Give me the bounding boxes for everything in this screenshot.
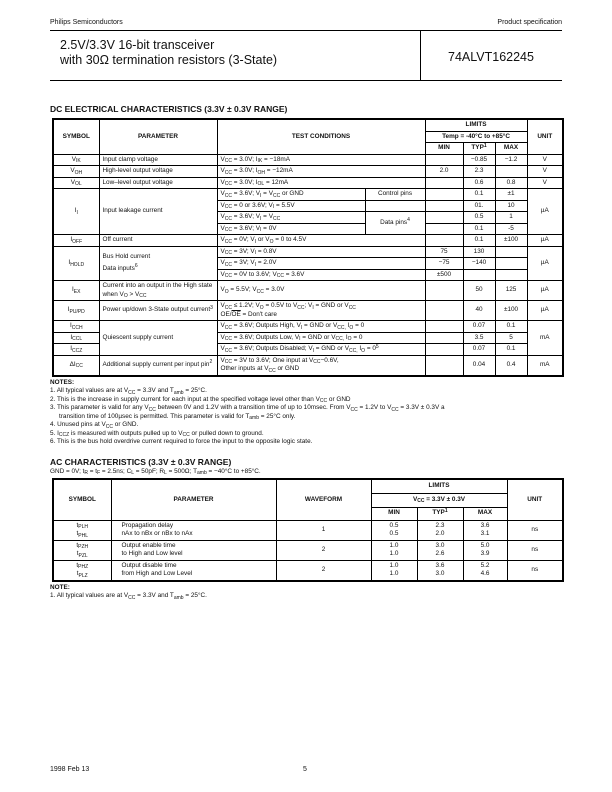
parameter-line: Data inputs$^6$ — [102, 263, 138, 272]
company-name: Philips Semiconductors — [50, 19, 123, 26]
condition-line: $OE/\overline{OE} = Don't$ care — [220, 310, 277, 318]
value: 0.5 — [389, 521, 399, 529]
typ: 50 — [463, 281, 495, 301]
typ: 0.1 — [463, 189, 495, 201]
min: ±500 — [425, 269, 463, 281]
value: 3.0 — [435, 570, 445, 577]
waveform: 2 — [276, 540, 371, 560]
footer-date: 1998 Feb 13 — [50, 766, 90, 773]
note: 2. This is the increase in supply current for each input at the specified voltage level other than $V_{CC}$ or GND — [50, 395, 351, 404]
table-row — [53, 560, 563, 581]
unit: V — [527, 177, 563, 189]
table-row — [53, 281, 563, 301]
min — [425, 235, 463, 247]
min: −75 — [425, 258, 463, 270]
parameter: Input leakage current — [99, 189, 217, 235]
min — [425, 355, 463, 376]
min — [425, 177, 463, 189]
condition: $V_{CC} = 3.6V$; $V_I = V_{CC}$ or GND — [217, 189, 365, 201]
table-row — [53, 189, 563, 201]
condition-line: Other inputs at $V_{CC}$ or GND — [220, 365, 300, 374]
col-max: MAX — [463, 507, 507, 520]
typ — [417, 520, 463, 540]
parameter: Quiescent supply current — [99, 321, 217, 356]
max: −1.2 — [495, 154, 527, 166]
value: 2.0 — [435, 530, 445, 537]
parameter: Low–level output voltage — [99, 177, 217, 189]
typ — [417, 540, 463, 560]
min — [371, 540, 417, 560]
condition: $V_O = 5.5V$; $V_{CC} = 3.0V$ — [217, 281, 425, 301]
condition: $V_{CC} = 0V$ to 3.6V; $V_{CC} = 3.6V$ — [217, 269, 425, 281]
condition: $V_{CC} = 3.0V$; $I_{IK} = -18mA$ — [217, 154, 425, 166]
symbol: $V_{IK}$ — [53, 154, 99, 166]
symbol-line: $t_{PHZ}$ — [76, 561, 89, 570]
parameter-line: nAx to nBx or nBx to nAx — [121, 530, 193, 537]
typ: 0.1 — [463, 235, 495, 247]
max: 0.8 — [495, 177, 527, 189]
symbol: $V_{OL}$ — [53, 177, 99, 189]
symbol-line: $t_{PZH}$ — [76, 541, 89, 550]
title-line-1: 2.5V/3.3V 16-bit transceiver — [60, 38, 215, 52]
symbol: $I_{OFF}$ — [53, 235, 99, 247]
col-symbol: SYMBOL — [53, 119, 99, 154]
ac-notes — [50, 584, 562, 601]
parameter-line: from High and Low Level — [121, 570, 193, 577]
note: 5. $I_{CCZ}$ is measured with outputs pulled up to $V_{CC}$ or pulled down to ground. — [50, 429, 264, 438]
condition: $V_{CC} = 0$ or 3.6V; $V_I = 5.5V$ — [217, 200, 365, 212]
typ: 40 — [463, 301, 495, 321]
parameter — [99, 246, 217, 281]
parameter-line: Output enable time — [121, 541, 176, 549]
max: 0.1 — [495, 321, 527, 333]
condition: $V_{CC} = 3.6V$; $V_I = 0V$ — [217, 223, 365, 235]
max: 1 — [495, 212, 527, 224]
parameter-line: Propagation delay — [121, 521, 174, 529]
note: 3. This parameter is valid for any $V_{CC}$ between 0V and 1.2V with a transition time of up to 10msec. From $V_{CC} = 1.2V$ to $V_{CC} = 3.3V \pm 0.3V$ a — [50, 404, 445, 413]
note: 6. This is the bus hold overdrive current required to force the input to the opposite logic state. — [50, 438, 313, 445]
col-unit: UNIT — [507, 479, 563, 520]
symbol — [53, 540, 111, 560]
typ: 2.3 — [463, 166, 495, 178]
max: 5 — [495, 332, 527, 344]
typ: 0.1 — [463, 223, 495, 235]
table-row — [53, 520, 563, 540]
max: ±1 — [495, 189, 527, 201]
max: ±100 — [495, 301, 527, 321]
parameter: Power up/down 3-State output current$^3$ — [99, 301, 217, 321]
symbol-line: $t_{PZL}$ — [76, 550, 88, 559]
unit: µA — [527, 301, 563, 321]
symbol: $I_{HOLD}$ — [53, 246, 99, 281]
note: 1. All typical values are at $V_{CC} = 3.3V$ and $T_{amb} = 25^\circ C$. — [50, 592, 207, 601]
value: 5.0 — [480, 541, 490, 549]
parameter-line: Bus Hold current — [102, 253, 151, 261]
condition-line: $V_{CC} \le 1.2V$; $V_O = 0.5V$ to $V_{CC}$; $V_I$ = GND or $V_{CC}$ — [220, 302, 356, 311]
pins-label: Data pins$^4$ — [365, 212, 425, 235]
max: ±100 — [495, 235, 527, 247]
typ: −0.85 — [463, 154, 495, 166]
value: 2.3 — [435, 521, 445, 529]
ac-table — [52, 478, 564, 582]
condition-line: $V_{CC} = 3V$ to 3.6V; One input at $V_{CC}-0.6V$, — [220, 356, 339, 365]
dc-table — [52, 118, 564, 377]
table-row — [53, 355, 563, 376]
condition: $V_{CC} = 3.6V$; $V_I = V_{CC}$ — [217, 212, 365, 224]
col-temp: Temp = -40°C to +85°C — [425, 131, 527, 143]
value: 1.0 — [389, 550, 399, 557]
min — [425, 301, 463, 321]
col-max: MAX — [495, 143, 527, 155]
typ: 01. — [463, 200, 495, 212]
unit: µA — [527, 235, 563, 247]
max: 10 — [495, 200, 527, 212]
value: 3.6 — [480, 521, 490, 529]
max: 125 — [495, 281, 527, 301]
dc-section-title: DC ELECTRICAL CHARACTERISTICS (3.3V ± 0.3V RANGE) — [50, 104, 288, 114]
typ: 0.5 — [463, 212, 495, 224]
unit: ns — [507, 520, 563, 540]
condition: $V_{CC} = 3.6V$; Outputs Disabled; $V_I$ = GND or $V_{CC,}$ $I_O = 0^5$ — [217, 344, 425, 356]
unit: µA — [527, 246, 563, 281]
min — [371, 520, 417, 540]
note: 4. Unused pins at $V_{CC}$ or GND. — [50, 421, 139, 430]
note: transition time of 100µsec is permitted. This parameter is valid for $T_{amb} = 25^\circ C$ only. — [59, 412, 296, 421]
table-row — [53, 235, 563, 247]
pins-label: Control pins — [365, 189, 425, 201]
col-min: MIN — [425, 143, 463, 155]
min — [425, 281, 463, 301]
max — [463, 520, 507, 540]
symbol-line: $t_{PLH}$ — [76, 521, 88, 530]
symbol: $I_{PU/PD}$ — [53, 301, 99, 321]
notes-title: NOTE: — [50, 583, 70, 591]
condition: $V_{CC} = 3.6V$; Outputs Low, $V_I$ = GND or $V_{CC,}$ $I_O = 0$ — [217, 332, 425, 344]
typ: 130 — [463, 246, 495, 258]
table-row — [53, 246, 563, 258]
max: 0.1 — [495, 344, 527, 356]
condition: $V_{CC} = 3V$; $V_I = 0.8V$ — [217, 246, 425, 258]
col-unit: UNIT — [527, 119, 563, 154]
min — [425, 154, 463, 166]
typ: 0.6 — [463, 177, 495, 189]
value: 3.9 — [480, 550, 490, 557]
dc-notes — [50, 379, 562, 447]
symbol: $I_{CCL}$ — [53, 332, 99, 344]
condition: $V_{CC} = 3V$; $V_I = 2.0V$ — [217, 258, 425, 270]
doc-type: Product specification — [497, 19, 562, 26]
page-body — [50, 104, 562, 601]
table-row — [53, 177, 563, 189]
col-parameter: PARAMETER — [111, 479, 276, 520]
unit: µA — [527, 189, 563, 235]
value: 4.6 — [480, 570, 490, 577]
typ: 3.5 — [463, 332, 495, 344]
waveform: 1 — [276, 520, 371, 540]
title-divider — [420, 31, 421, 80]
symbol: $I_{EX}$ — [53, 281, 99, 301]
value: 3.6 — [435, 561, 445, 569]
max — [463, 540, 507, 560]
symbol: $V_{OH}$ — [53, 166, 99, 178]
symbol-line: $t_{PHL}$ — [76, 530, 88, 539]
typ: −140 — [463, 258, 495, 270]
table-row — [53, 540, 563, 560]
notes-title: NOTES: — [50, 378, 75, 386]
note: 1. All typical values are at $V_{CC} = 3.3V$ and $T_{amb} = 25^\circ C$. — [50, 387, 207, 396]
typ: 0.07 — [463, 321, 495, 333]
value: 5.2 — [480, 561, 490, 569]
col-limits: LIMITS — [371, 479, 507, 493]
ac-conditions: GND = 0V; $t_R = t_F = 2.5ns$; $C_L = 50pF$; $R_L = 500\Omega$; $T_{amb} = -40^\circ C$ to +85°C. — [50, 467, 261, 476]
page-number: 5 — [303, 766, 307, 773]
waveform: 2 — [276, 560, 371, 581]
col-waveform: WAVEFORM — [276, 479, 371, 520]
symbol: $I_{CCH}$ — [53, 321, 99, 333]
symbol: $I_I$ — [53, 189, 99, 235]
symbol: $\Delta I_{CC}$ — [53, 355, 99, 376]
col-typ: TYP$^1$ — [417, 507, 463, 520]
table-row — [53, 166, 563, 178]
table-row — [53, 154, 563, 166]
parameter: Off current — [99, 235, 217, 247]
value: 1.0 — [389, 570, 399, 577]
typ: 0.04 — [463, 355, 495, 376]
unit: ns — [507, 540, 563, 560]
unit: V — [527, 166, 563, 178]
col-min: MIN — [371, 507, 417, 520]
col-parameter: PARAMETER — [99, 119, 217, 154]
max — [495, 166, 527, 178]
col-symbol: SYMBOL — [53, 479, 111, 520]
unit: mA — [527, 355, 563, 376]
title-rule — [50, 80, 562, 81]
symbol: $I_{CCZ}$ — [53, 344, 99, 356]
condition — [217, 355, 425, 376]
parameter: Additional supply current per input pin$^2$ — [99, 355, 217, 376]
symbol — [53, 520, 111, 540]
page-title — [60, 38, 277, 68]
typ — [463, 269, 495, 281]
condition: $V_{CC} = 3.0V$; $I_{OH} = -12mA$ — [217, 166, 425, 178]
col-typ: TYP$^1$ — [463, 143, 495, 155]
parameter: Current into an output in the High state when $V_O > V_{CC}$ — [99, 281, 217, 301]
value: 3.0 — [435, 541, 445, 549]
value: 2.6 — [435, 550, 445, 557]
part-number: 74ALVT162245 — [448, 50, 534, 64]
unit: mA — [527, 321, 563, 356]
col-limits: LIMITS — [425, 119, 527, 131]
condition: $V_{CC} = 0V$; $V_I$ or $V_O = 0$ to 4.5V — [217, 235, 425, 247]
value: 3.1 — [480, 530, 490, 537]
parameter — [111, 560, 276, 581]
parameter: High-level output voltage — [99, 166, 217, 178]
max — [463, 560, 507, 581]
table-row — [53, 301, 563, 321]
value: 1.0 — [389, 541, 399, 549]
ac-section-title: AC CHARACTERISTICS (3.3V ± 0.3V RANGE) — [50, 456, 232, 467]
unit: µA — [527, 281, 563, 301]
min: 75 — [425, 246, 463, 258]
unit: V — [527, 154, 563, 166]
max: 0.4 — [495, 355, 527, 376]
condition — [217, 301, 425, 321]
symbol-line: $t_{PLZ}$ — [76, 570, 88, 579]
unit: ns — [507, 560, 563, 581]
parameter-line: Output disable time — [121, 561, 177, 569]
value: 1.0 — [389, 561, 399, 569]
parameter — [111, 540, 276, 560]
table-row — [53, 321, 563, 333]
header-rule — [50, 30, 562, 31]
typ: 0.07 — [463, 344, 495, 356]
col-test-conditions: TEST CONDITIONS — [217, 119, 425, 154]
parameter-line: to High and Low level — [121, 550, 183, 557]
parameter: Input clamp voltage — [99, 154, 217, 166]
condition: $V_{CC} = 3.6V$; Outputs High, $V_I$ = GND or $V_{CC,}$ $I_O = 0$ — [217, 321, 425, 333]
title-line-2: with 30Ω termination resistors (3-State) — [60, 53, 278, 67]
max: -5 — [495, 223, 527, 235]
parameter — [111, 520, 276, 540]
min: 2.0 — [425, 166, 463, 178]
min — [371, 560, 417, 581]
symbol — [53, 560, 111, 581]
condition: $V_{CC} = 3.0V$; $I_{OL} = 12mA$ — [217, 177, 425, 189]
col-vcc: $V_{CC} = 3.3V \pm 0.3V$ — [371, 493, 507, 507]
value: 0.5 — [389, 530, 399, 537]
typ — [417, 560, 463, 581]
